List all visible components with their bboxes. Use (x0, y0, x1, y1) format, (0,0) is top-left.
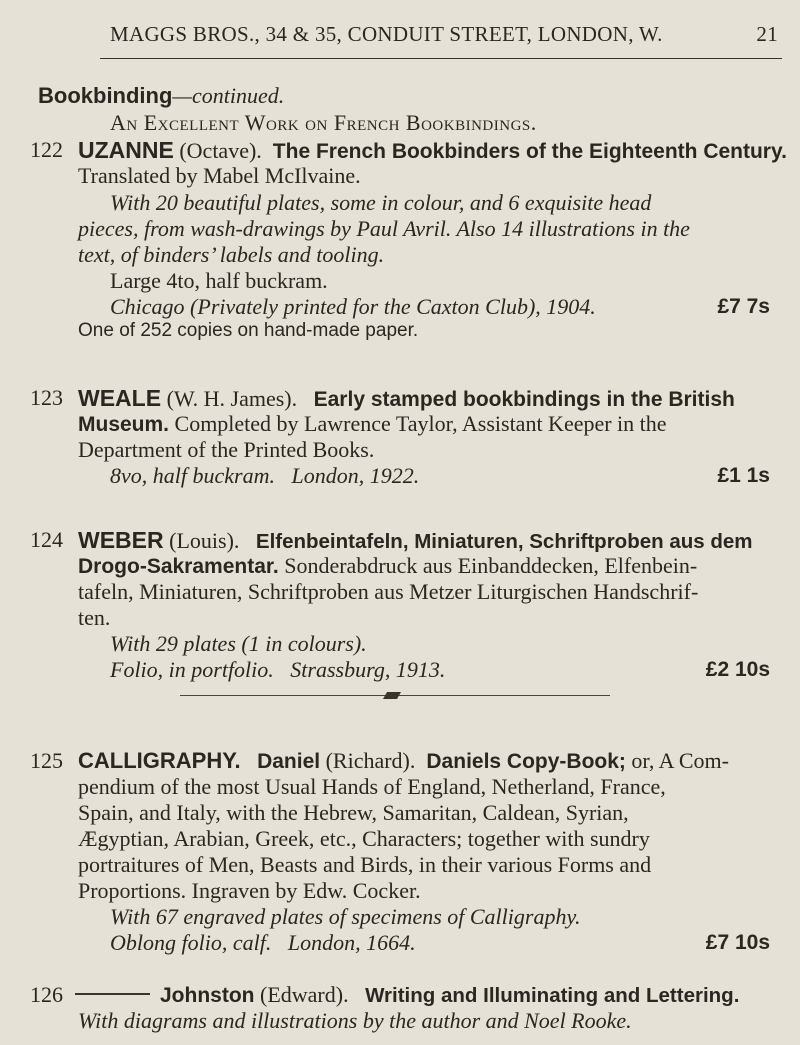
entry-imprint: Strassburg, 1913. (290, 657, 446, 682)
entry-format-imprint (110, 657, 445, 683)
entry-number: 124 (30, 527, 63, 552)
entry-author-name: Daniel (257, 750, 321, 773)
entry-line: tafeln, Miniaturen, Schriftproben aus Metzer Liturgischen Handschrif- (78, 579, 699, 604)
entry-title: Daniels Copy-Book; (426, 750, 626, 773)
section-title: Bookbinding (38, 83, 173, 108)
entry-format: Folio, in portfolio. (110, 657, 274, 682)
entry-title: The French Bookbinders of the Eighteenth Century. (272, 140, 787, 163)
entry-title-cont: Drogo-Sakramentar. (78, 555, 279, 578)
entry-imprint: London, 1664. (287, 930, 416, 955)
entry-author: Johnston (160, 984, 255, 1007)
running-head: MAGGS BROS., 34 & 35, CONDUIT STREET, LONDON, W. (110, 22, 663, 46)
entry-imprint: Chicago (Privately printed for the Caxton Club), 1904. (110, 294, 596, 319)
entry-author-rest: (Louis). (163, 528, 240, 553)
entry-title-cont: Museum. (78, 413, 170, 436)
entry-number: 125 (30, 748, 63, 773)
entry-title: Early stamped bookbindings in the British (313, 388, 735, 411)
ditto-rule (75, 993, 150, 995)
entry-description: text, of binders’ labels and tooling. (78, 242, 385, 267)
section-subtitle: An Excellent Work on French Bookbindings. (110, 110, 537, 135)
entry-description: With 20 beautiful plates, some in colour, and 6 exquisite head (110, 190, 652, 215)
entry-number: 123 (30, 385, 63, 410)
entry-note: One of 252 copies on hand-made paper. (78, 320, 419, 341)
entry-format: Large 4to, half buckram. (110, 268, 328, 293)
entry-description: With diagrams and illustrations by the author and Noel Rooke. (78, 1008, 632, 1033)
entry-author-rest: (W. H. James). (161, 386, 298, 411)
entry-number: 126 (30, 982, 63, 1007)
entry-line: portraitures of Men, Beasts and Birds, in their various Forms and (78, 852, 652, 877)
entry-format-imprint (110, 930, 416, 956)
entry-author-rest: (Richard). (320, 748, 416, 773)
entry-line: Spain, and Italy, with the Hebrew, Samaritan, Caldean, Syrian, (78, 800, 629, 825)
entry-author: WEALE (78, 385, 162, 411)
section-continued: —continued. (172, 83, 285, 108)
entry-author: WEBER (78, 527, 164, 553)
entry-line: Translated by Mabel McIlvaine. (78, 163, 361, 188)
entry-format-imprint (110, 463, 419, 489)
entry-description: With 29 plates (1 in colours). (110, 631, 367, 656)
entry-line-rest: Sonderabdruck aus Einbanddecken, Elfenbein- (278, 553, 698, 578)
ornamental-divider (180, 692, 610, 700)
entry-line-rest: Completed by Lawrence Taylor, Assistant Keeper in the (169, 411, 667, 436)
entry-heading (78, 748, 729, 774)
entry-heading (78, 385, 735, 412)
entry-line (78, 553, 697, 579)
entry-author-rest: (Octave). (173, 138, 262, 163)
entry-format: 8vo, half buckram. (110, 463, 275, 488)
entry-imprint: London, 1922. (291, 463, 420, 488)
entry-author-rest: (Edward). (254, 982, 349, 1007)
page-number: 21 (756, 22, 778, 46)
entry-description: pieces, from wash-drawings by Paul Avril. Also 14 illustrations in the (78, 216, 690, 241)
entry-heading (78, 137, 787, 164)
section-heading (38, 83, 284, 109)
entry-author: CALLIGRAPHY. (78, 748, 241, 773)
entry-number: 122 (30, 137, 63, 162)
entry-format: Oblong folio, calf. (110, 930, 272, 955)
entry-heading (78, 527, 753, 554)
entry-title: Writing and Illuminating and Lettering. (365, 984, 740, 1007)
entry-price: £7 10s (705, 931, 770, 954)
entry-author: UZANNE (78, 137, 174, 163)
entry-title: Elfenbeintafeln, Miniaturen, Schriftproben aus dem (255, 530, 753, 553)
header-rule (100, 58, 782, 59)
entry-line: ten. (78, 605, 111, 630)
entry-line: pendium of the most Usual Hands of England, Netherland, France, (78, 774, 666, 799)
entry-description: With 67 engraved plates of specimens of Calligraphy. (110, 904, 581, 929)
entry-line (78, 411, 667, 437)
entry-title-rest: or, A Com- (625, 748, 729, 773)
entry-line: Proportions. Ingraven by Edw. Cocker. (78, 878, 421, 903)
running-header (110, 22, 778, 47)
entry-line: Ægyptian, Arabian, Greek, etc., Characters; together with sundry (78, 826, 650, 851)
entry-heading (160, 982, 739, 1008)
entry-price: £1 1s (717, 464, 770, 487)
entry-price: £7 7s (717, 295, 770, 318)
entry-price: £2 10s (705, 658, 770, 681)
entry-line: Department of the Printed Books. (78, 437, 375, 462)
